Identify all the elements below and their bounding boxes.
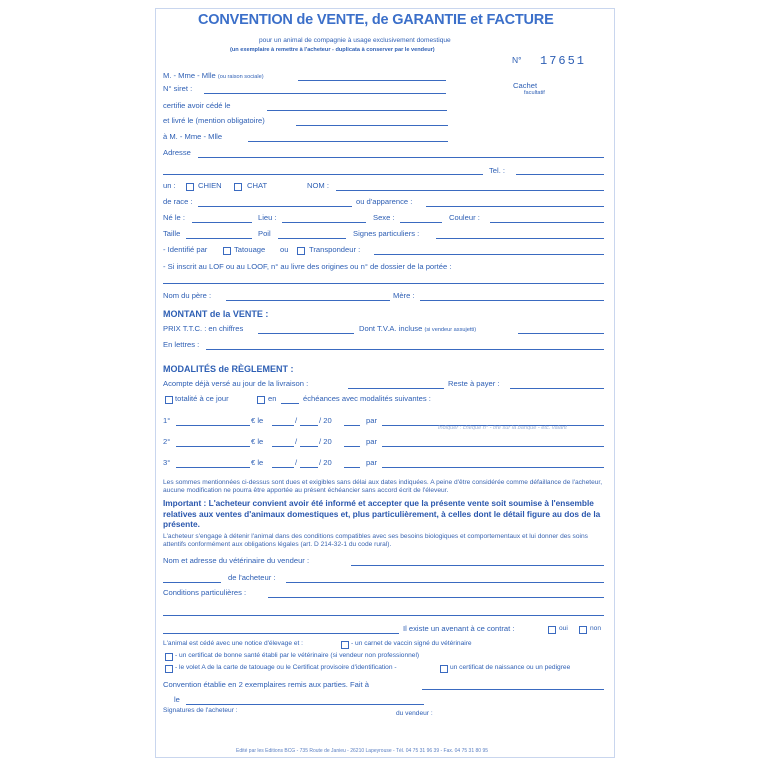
row1-sep1: /: [295, 416, 298, 425]
cachet-label: Cachet: [513, 81, 538, 90]
row2-par-field[interactable]: [382, 446, 604, 447]
mere-label: Mère :: [393, 291, 415, 300]
carnet-checkbox[interactable]: [341, 641, 349, 649]
conditions-label: Conditions particulières :: [163, 588, 247, 597]
cede-label: certifie avoir cédé le: [163, 101, 231, 110]
couleur-label: Couleur :: [449, 213, 480, 222]
number-label: N°: [512, 55, 522, 65]
row2-year-field[interactable]: [344, 446, 360, 447]
lettres-label: En lettres :: [163, 340, 200, 349]
row2-year: / 20: [319, 437, 332, 446]
nom-label: NOM :: [307, 181, 329, 190]
avenant-non-label: non: [590, 625, 602, 632]
prix-label: PRIX T.T.C. : en chiffres: [163, 324, 244, 333]
row1-euro: € le: [251, 416, 264, 425]
chien-checkbox[interactable]: [186, 183, 194, 191]
pere-label: Nom du père :: [163, 291, 212, 300]
certificat-label: - un certificat de bonne santé établi par le vétérinaire (si vendeur non professionnel): [175, 652, 420, 659]
engagement-text: L'acheteur s'engage à détenir l'animal dans des conditions compatibles avec ses besoins biologiques et comportementaux et lui donner des soins attentifs conformément aux obligations légales (art. D 214-32-1 du code rural).: [163, 533, 588, 548]
lieu-label: Lieu :: [258, 213, 277, 222]
mere-field[interactable]: [420, 300, 604, 301]
row3-day-field[interactable]: [272, 467, 294, 468]
lof-field[interactable]: [163, 283, 604, 284]
avenant-label: Il existe un avenant à ce contrat :: [403, 624, 515, 633]
pere-field[interactable]: [226, 300, 390, 301]
chat-checkbox[interactable]: [234, 183, 242, 191]
vet-buyer-label: de l'acheteur :: [228, 573, 276, 582]
row1-amount-field[interactable]: [176, 425, 250, 426]
form-subtitle-2: (un exemplaire à remettre à l'acheteur - duplicata à conserver par le vendeur): [230, 47, 435, 53]
lof-label: - Si inscrit au LOF ou au LOOF, n° au livre des origines ou n° de dossier de la portée :: [163, 262, 452, 271]
row1-year-field[interactable]: [344, 425, 360, 426]
row3-year-field[interactable]: [344, 467, 360, 468]
row1-num: 1°: [163, 416, 171, 425]
row2-month-field[interactable]: [300, 446, 318, 447]
sexe-field[interactable]: [400, 222, 442, 223]
row3-sep1: /: [295, 458, 298, 467]
transpondeur-label: Transpondeur :: [309, 245, 361, 254]
acompte-label: Acompte déjà versé au jour de la livraison :: [163, 379, 309, 388]
row1-day-field[interactable]: [272, 425, 294, 426]
sign-acheteur-label: Signatures de l'acheteur :: [163, 707, 238, 714]
livre-date-field[interactable]: [296, 125, 448, 126]
row2-euro: € le: [251, 437, 264, 446]
echeances-checkbox[interactable]: [257, 396, 265, 404]
indiquer-hint: Indiquer : chèque n° - tiré sur la banque - etc. valant: [438, 425, 567, 431]
avenant-oui-checkbox[interactable]: [548, 626, 556, 634]
row2-par: par: [366, 437, 377, 446]
en-label: en: [268, 394, 277, 403]
avenant-oui-label: oui: [559, 625, 568, 632]
chien-label: CHIEN: [198, 181, 222, 190]
tatouage-checkbox[interactable]: [223, 247, 231, 255]
prix-field[interactable]: [258, 333, 354, 334]
totalite-checkbox[interactable]: [165, 396, 173, 404]
identification-field[interactable]: [374, 254, 604, 255]
row1-par: par: [366, 416, 377, 425]
row3-par-field[interactable]: [382, 467, 604, 468]
cachet-sub: facultatif: [524, 90, 545, 96]
siret-label: N° siret :: [163, 84, 193, 93]
address-field-2[interactable]: [163, 174, 483, 175]
lettres-field[interactable]: [206, 349, 604, 350]
row3-par: par: [366, 458, 377, 467]
signes-field[interactable]: [436, 238, 604, 239]
poil-field[interactable]: [278, 238, 346, 239]
form-title: CONVENTION de VENTE, de GARANTIE et FACTURE: [198, 12, 554, 28]
form-number: 17651: [540, 54, 587, 68]
tva-field[interactable]: [518, 333, 604, 334]
sexe-label: Sexe :: [373, 213, 395, 222]
reste-label: Reste à payer :: [448, 379, 500, 388]
naissance-label: un certificat de naissance ou un pedigree: [450, 664, 571, 671]
ne-le-label: Né le :: [163, 213, 185, 222]
avenant-non-checkbox[interactable]: [579, 626, 587, 634]
le-label: le: [174, 695, 180, 704]
apparence-label: ou d'apparence :: [356, 197, 413, 206]
species-label: un :: [163, 181, 176, 190]
tva-label: Dont T.V.A. incluse (si vendeur assujetti): [359, 324, 477, 333]
race-field[interactable]: [198, 206, 352, 207]
row2-day-field[interactable]: [272, 446, 294, 447]
cede-date-field[interactable]: [267, 110, 447, 111]
siret-field[interactable]: [204, 93, 446, 94]
carnet-label: - un carnet de vaccin signé du vétérinaire: [351, 640, 472, 647]
ne-le-field[interactable]: [192, 222, 252, 223]
modalites-header: MODALITÉS de RÈGLEMENT :: [163, 364, 294, 374]
legal-text: Les sommes mentionnées ci-dessus sont dues et exigibles sans délai aux dates indiquées. A peine d'être considérée comme défaillance de l'acheteur, aucune modification ne pourra être apportée au présent échéancier sans accord écrit de l'éleveur.: [163, 479, 603, 494]
conditions-field-3[interactable]: [163, 633, 399, 634]
chat-label: CHAT: [247, 181, 268, 190]
volet-label: - le volet A de la carte de tatouage ou le Certificat provisoire d'identification -: [175, 664, 397, 671]
address-label: Adresse: [163, 148, 191, 157]
row2-amount-field[interactable]: [176, 446, 250, 447]
fait-le-field[interactable]: [186, 704, 424, 705]
montant-header: MONTANT de la VENTE :: [163, 309, 269, 319]
row3-year: / 20: [319, 458, 332, 467]
lieu-field[interactable]: [282, 222, 366, 223]
identifie-label: - Identifié par: [163, 245, 208, 254]
row1-month-field[interactable]: [300, 425, 318, 426]
certificat-checkbox[interactable]: [165, 653, 173, 661]
form-sheet: [155, 8, 615, 758]
row3-amount-field[interactable]: [176, 467, 250, 468]
row3-euro: € le: [251, 458, 264, 467]
publisher-footer: Edité par les Editions BCG - 735 Route de Janieu - 26210 Lapeyrouse - Tél. 04 75 31 96 39 - Fax. 04 75 31 80 95: [236, 748, 489, 754]
row3-month-field[interactable]: [300, 467, 318, 468]
apparence-field[interactable]: [426, 206, 604, 207]
livre-label: et livré le (mention obligatoire): [163, 116, 265, 125]
echeances-count-field[interactable]: [281, 403, 299, 404]
form-subtitle: pour un animal de compagnie à usage exclusivement domestique: [259, 37, 451, 44]
seller-name-label: M. - Mme - Mlle (ou raison sociale): [163, 71, 264, 80]
address-field-1[interactable]: [198, 157, 604, 158]
race-label: de race :: [163, 197, 193, 206]
vet-buyer-field[interactable]: [286, 582, 604, 583]
signes-label: Signes particuliers :: [353, 229, 420, 238]
acompte-field[interactable]: [348, 388, 444, 389]
ou-label: ou: [280, 245, 289, 254]
conditions-field-1[interactable]: [268, 597, 604, 598]
vet-buyer-field-left[interactable]: [163, 582, 221, 583]
couleur-field[interactable]: [490, 222, 604, 223]
transpondeur-checkbox[interactable]: [297, 247, 305, 255]
fait-a-field[interactable]: [422, 689, 604, 690]
volet-checkbox[interactable]: [165, 665, 173, 673]
taille-label: Taille: [163, 229, 181, 238]
totalite-label: totalité à ce jour: [175, 394, 229, 403]
vet-label: Nom et adresse du vétérinaire du vendeur :: [163, 556, 310, 565]
notice-label: L'animal est cédé avec une notice d'élevage et :: [163, 640, 303, 647]
conditions-field-2[interactable]: [163, 615, 604, 616]
buyer-name-field[interactable]: [248, 141, 448, 142]
poil-label: Poil: [258, 229, 271, 238]
sign-vendeur-label: du vendeur :: [396, 710, 433, 717]
taille-field[interactable]: [186, 238, 252, 239]
convention-label: Convention établie en 2 exemplaires remis aux parties. Fait à: [163, 680, 369, 689]
tatouage-label: Tatouage: [234, 245, 266, 254]
row2-num: 2°: [163, 437, 171, 446]
vet-seller-field[interactable]: [351, 565, 604, 566]
reste-field[interactable]: [510, 388, 604, 389]
buyer-name-label: à M. - Mme - Mlle: [163, 132, 223, 141]
naissance-checkbox[interactable]: [440, 665, 448, 673]
row2-sep1: /: [295, 437, 298, 446]
row1-year: / 20: [319, 416, 332, 425]
row3-num: 3°: [163, 458, 171, 467]
tel-label: Tel. :: [489, 166, 506, 175]
nom-field[interactable]: [336, 190, 604, 191]
important-text: Important : L'acheteur convient avoir été informé et accepter que la présente vente soit soumise à l'ensemble relatives aux ventes d'animaux domestiques et, plus particulièrement, à celles dont le détail figure au dos de la présente.: [163, 498, 601, 529]
echeances-label: échéances avec modalités suivantes :: [303, 394, 431, 403]
seller-name-field[interactable]: [298, 80, 446, 81]
tel-field[interactable]: [516, 174, 604, 175]
